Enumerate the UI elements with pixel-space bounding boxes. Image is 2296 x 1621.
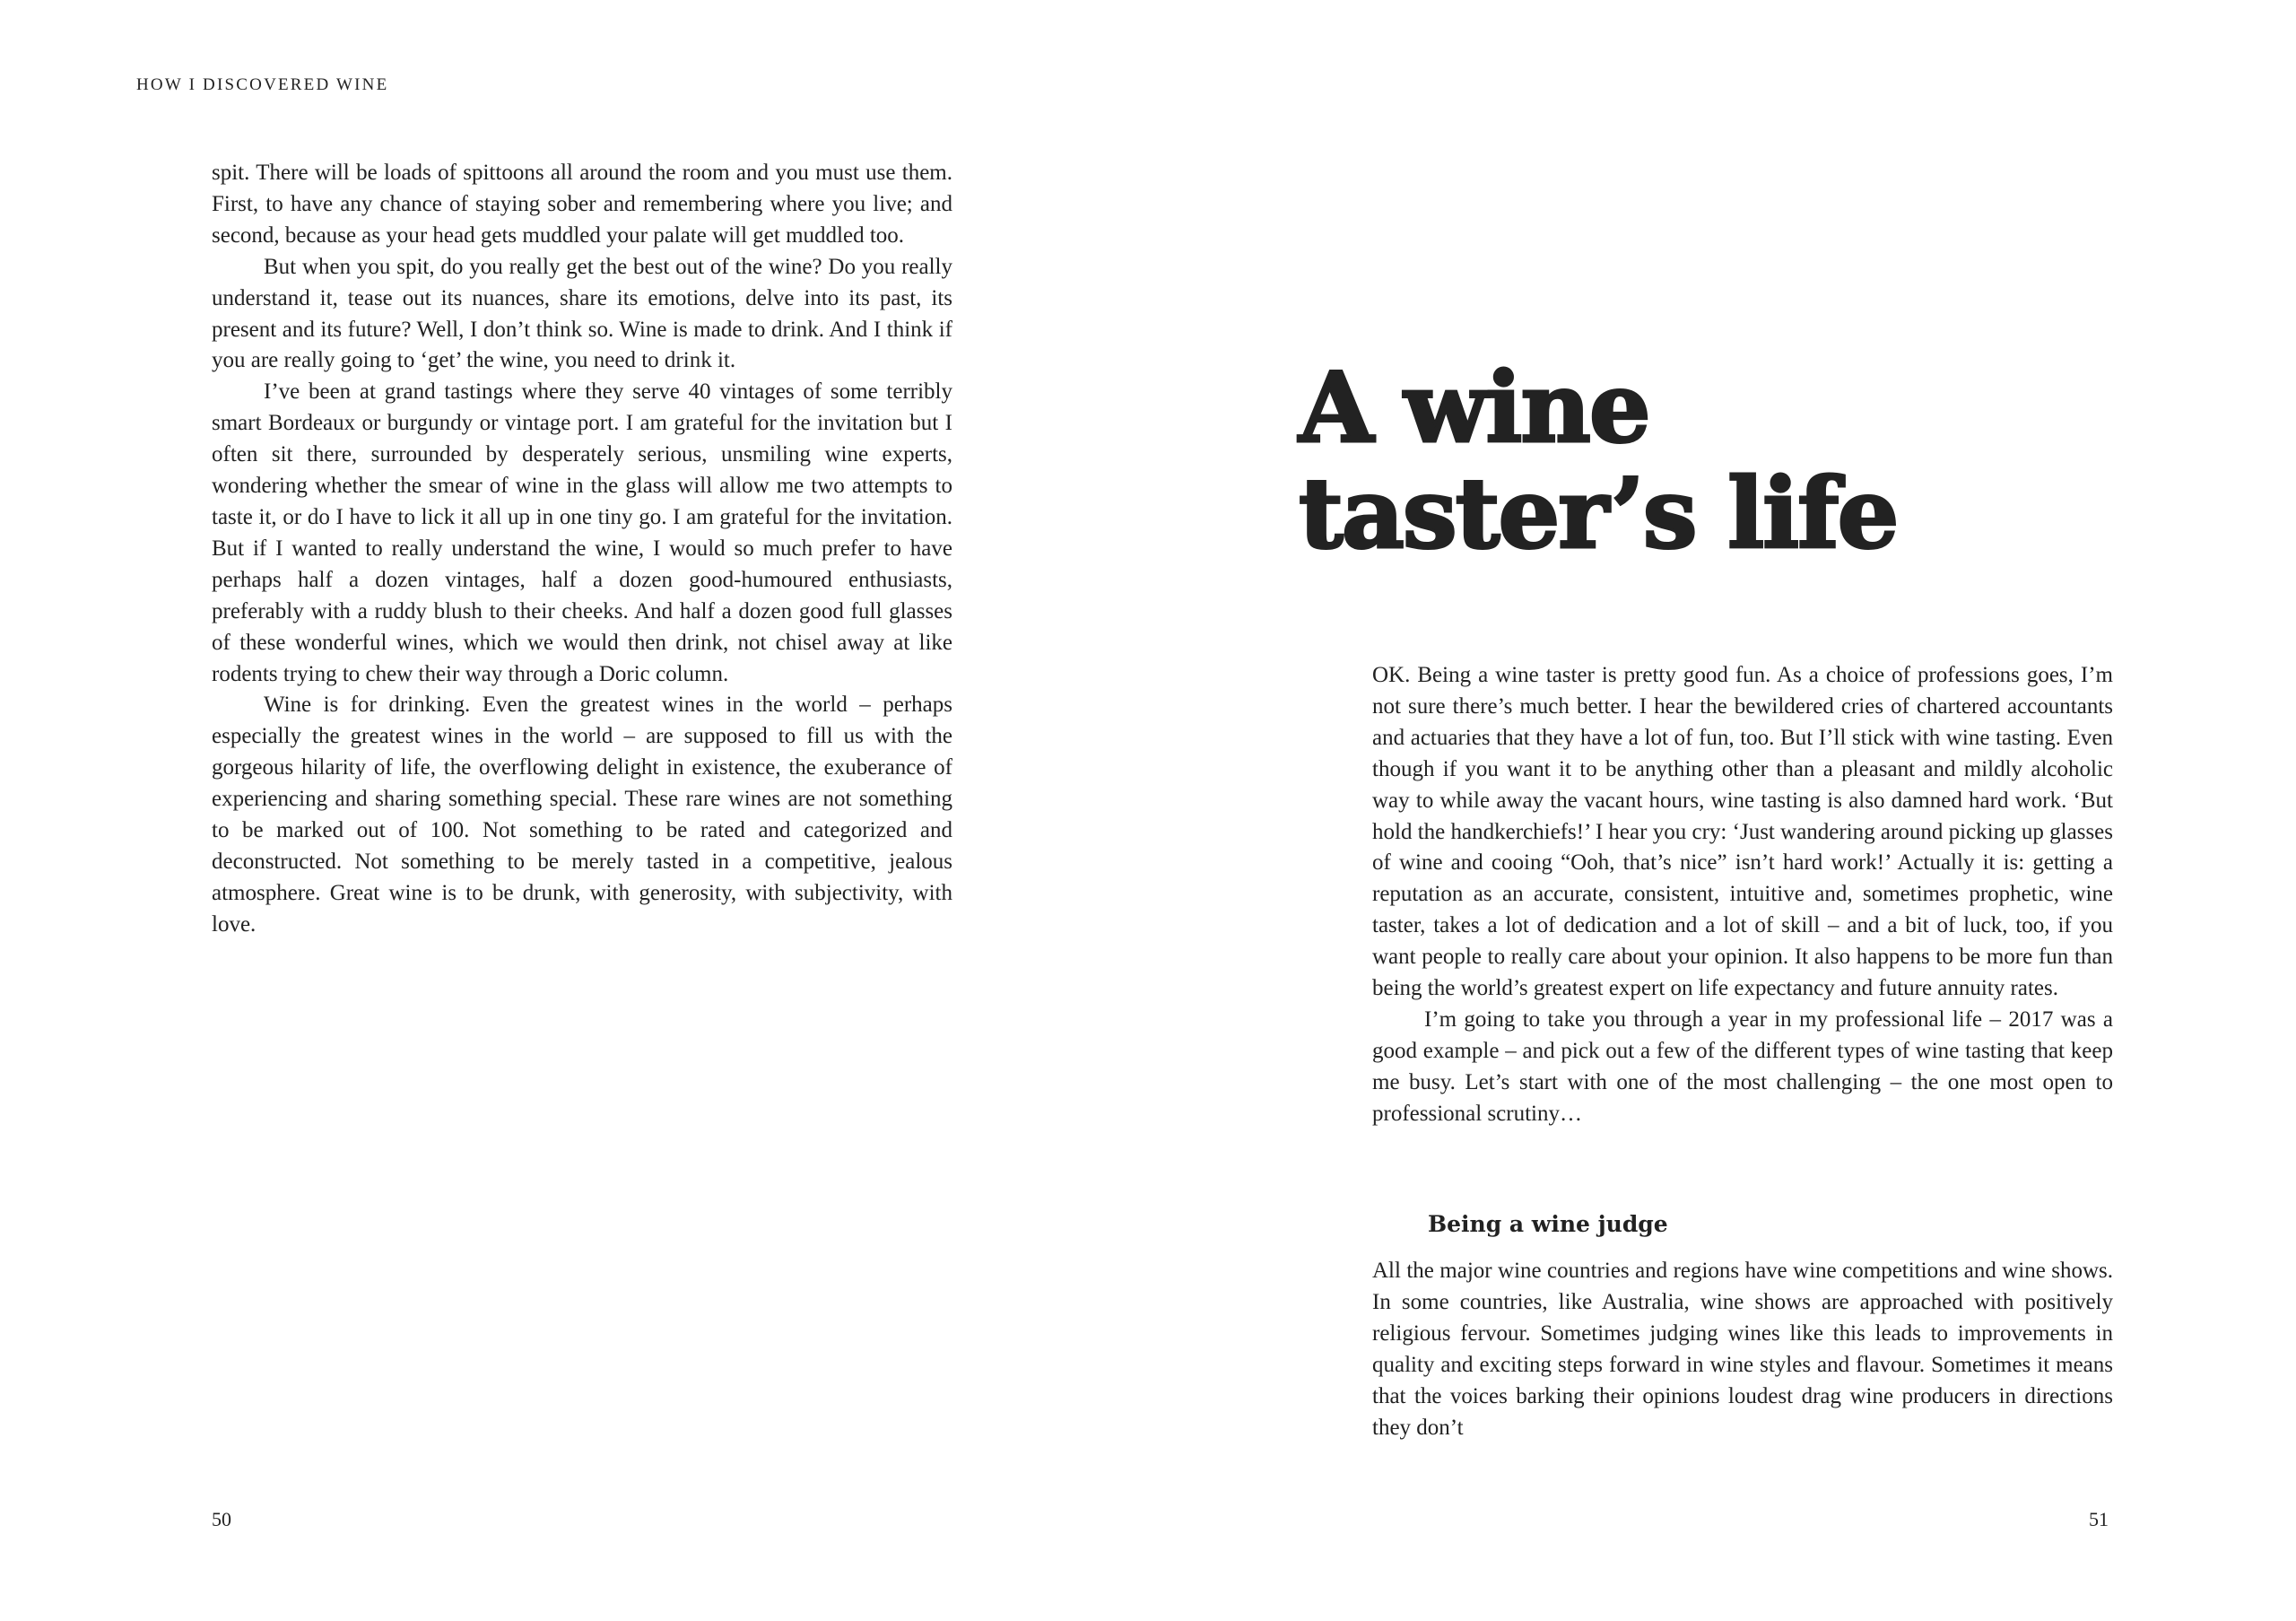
- paragraph: I’m going to take you through a year in my professional life – 2017 was a good example – and pick out a few of the different types of wine tasting that keep me busy. Let’s start with one of the most challenging – the one most open to professional scrutiny…: [1372, 1007, 2113, 1126]
- right-page-body: [1372, 660, 2113, 1130]
- section-body: [1372, 1256, 2113, 1443]
- page-number-left: 50: [212, 1508, 231, 1530]
- left-page-body: [212, 158, 952, 941]
- chapter-title-line-2: taster’s life: [1299, 458, 1898, 571]
- paragraph: Wine is for drinking. Even the greatest wines in the world – perhaps especially the greatest wines in the world – are supposed to fill us with the gorgeous hilarity of life, the overflowing delight in existence, the exuberance of experiencing and sharing something special. These rare wines are not something to be marked out of 100. Not something to be rated and categorized and deconstructed. Not something to be merely tasted in a competitive, jealous atmosphere. Great wine is to be drunk, with generosity, with subjectivity, with love.: [212, 693, 952, 937]
- page-number-right: 51: [2089, 1508, 2109, 1530]
- chapter-title-line-1: A wine: [1299, 352, 1649, 465]
- paragraph: I’ve been at grand tastings where they serve 40 vintages of some terribly smart Bordeaux or burgundy or vintage port. I am grateful for the invitation but I often sit there, surrounded by desperately serious, unsmiling wine experts, wondering whether the smear of wine in the glass will allow me two attempts to taste it, or do I have to lick it all up in one tiny go. I am grateful for the invitation. But if I wanted to really understand the wine, I would so much prefer to have perhaps half a dozen vintages, half a dozen good-humoured enthusiasts, preferably with a ruddy blush to their cheeks. And half a dozen good full glasses of these wonderful wines, which we would then drink, not chisel away at like rodents trying to chew their way through a Doric column.: [212, 379, 952, 686]
- chapter-title: [1299, 352, 1898, 571]
- paragraph: OK. Being a wine taster is pretty good fun. As a choice of professions goes, I’m not sure there’s much better. I hear the bewildered cries of chartered accountants and actuaries that they have a lot of fun, too. But I’ll stick with wine tasting. Even though if you want it to be anything other than a pleasant and mildly alcoholic way to while away the vacant hours, wine tasting is also damned hard work. ‘But hold the handkerchiefs!’ I hear you cry: ‘Just wandering around picking up glasses of wine and cooing “Ooh, that’s nice” isn’t hard work!’ Actually it is: getting a reputation as an accurate, consistent, intuitive and, sometimes prophetic, wine taster, takes a lot of dedication and a lot of skill – and a bit of luck, too, if you want people to really care about your opinion. It also happens to be more fun than being the world’s greatest expert on life expectancy and future annuity rates.: [1372, 663, 2113, 1001]
- paragraph: All the major wine countries and regions have wine competitions and wine shows. In some countries, like Australia, wine shows are approached with positively religious fervour. Sometimes judging wines like this leads to improvements in quality and exciting steps forward in wine styles and flavour. Sometimes it means that the voices barking their opinions loudest drag wine producers in directions they don’t: [1372, 1259, 2113, 1440]
- paragraph: spit. There will be loads of spittoons all around the room and you must use them. First, to have any chance of staying sober and remembering where you live; and second, because as your head gets muddled your palate will get muddled too.: [212, 161, 952, 248]
- paragraph: But when you spit, do you really get the best out of the wine? Do you really understand it, tease out its nuances, share its emotions, delve into its past, its present and its future? Well, I don’t think so. Wine is made to drink. And I think if you are really going to ‘get’ the wine, you need to drink it.: [212, 254, 952, 373]
- running-head: HOW I DISCOVERED WINE: [136, 75, 389, 94]
- section-heading: Being a wine judge: [1428, 1211, 1668, 1237]
